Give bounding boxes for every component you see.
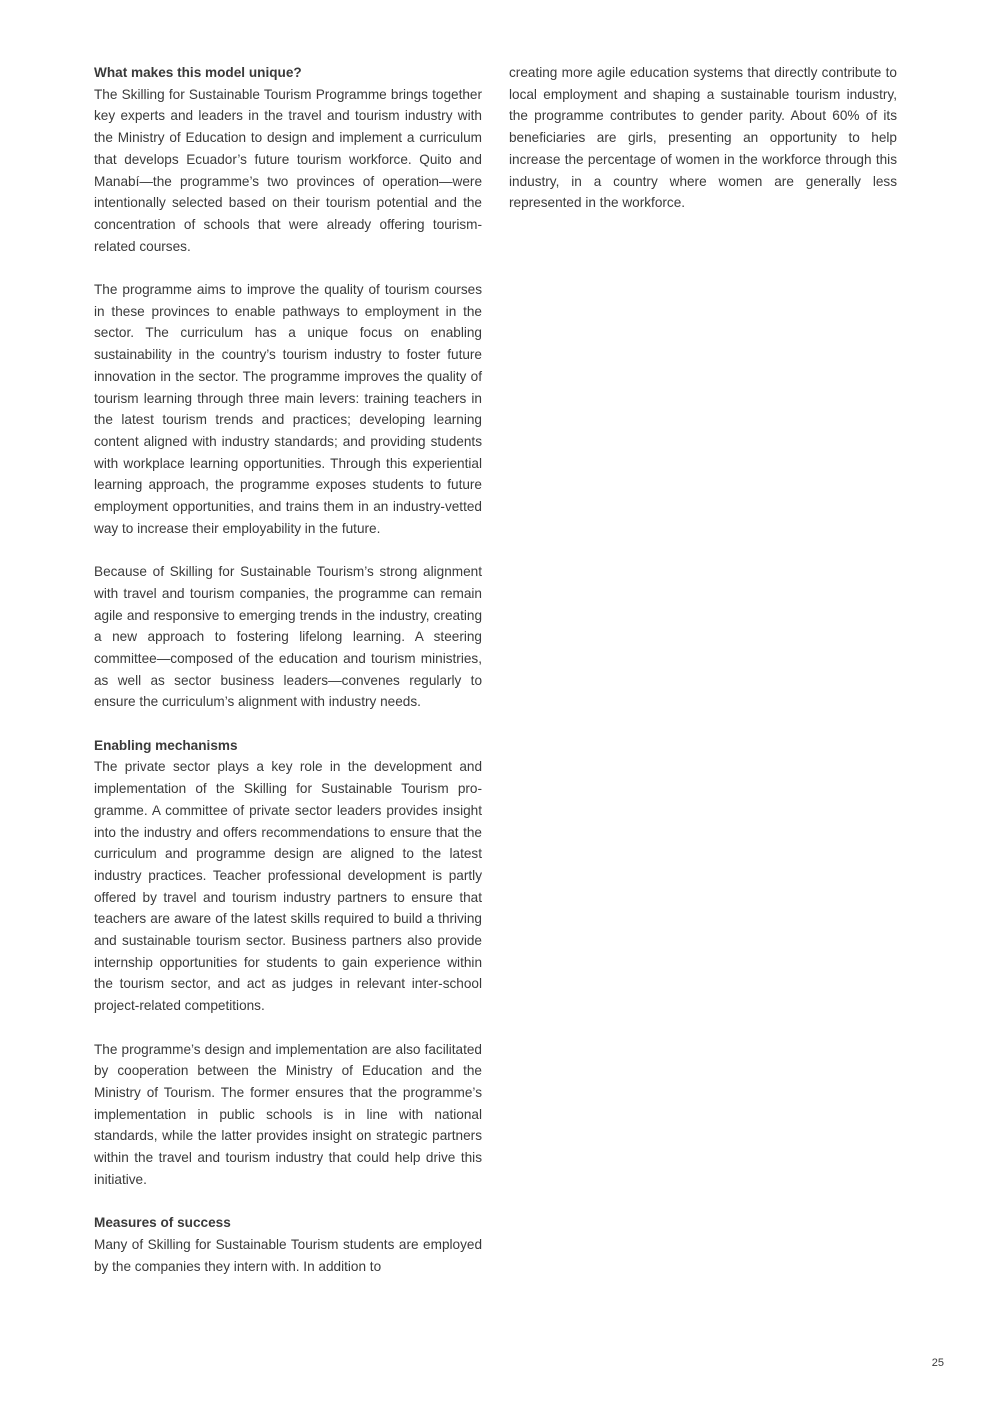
paragraph-programme-overview: The Skilling for Sustainable Tourism Programme brings together key experts and leaders in the travel and tourism industry with the Ministry of Education to design and implement a curriculum that develops Ecuador’s future tourism workforce. Quito and Manabí—the programme’s two provinces of operation—were intentionally selected based on their tourism potential and the concentration of schools that were already offering tourism-related courses. [94, 86, 482, 254]
paragraph-industry-alignment: Because of Skilling for Sustainable Tourism’s strong alignment with travel and tourism companies, the programme can remain agile and responsive to emerging trends in the industry, creating a new approach to fostering lifelong learning. A steering committee—composed of the education and tourism ministries, as well as sector business leaders—convenes regularly to ensure the curriculum’s alignment with industry needs. [94, 564, 482, 710]
right-column [509, 62, 897, 236]
paragraph-programme-aims: The programme aims to improve the quality of tourism courses in these provinces to enable pathways to employment in the sector. The curriculum has a unique focus on enabling sustainability in the country’s tourism industry to foster future innovation in the sector. The programme improves the quality of tourism learning through three main levers: training teachers in the latest tourism trends and practices; developing learning content aligned with industry standards; and providing students with workplace learning opportunities. Through this experiential learning approach, the programme exposes students to future employment opportunities, and trains them in an industry-vetted way to increase their employability in the future. [94, 282, 482, 536]
paragraph-private-sector-role: The private sector plays a key role in the development and implementation of the Skilling for Sustainable Tourism programme. A committee of private sector leaders provides insight into the industry and offers recommendations to ensure that the curriculum and programme design are aligned to the latest industry practices. Teacher professional development is partly offered by travel and tourism industry partners to ensure that teachers are aware of the latest skills required to build a thriving and sustainable tourism sector. Business partners also provide internship opportunities for students to gain experience within the tourism sector, and act as judges in relevant inter-school project-related competitions. [94, 759, 482, 1014]
paragraph-success-continued: creating more agile education systems that directly contribute to local employment and shaping a sustainable tourism industry, the programme contributes to gender parity. About 60% of its beneficiaries are girls, presenting an opportunity to help increase the percentage of women in the workforce through this industry, in a country where women are generally less represented in the workforce. [509, 65, 897, 211]
heading-what-makes-unique: What makes this model unique? [94, 65, 302, 80]
left-column [94, 62, 482, 1277]
paragraph-ministry-cooperation: The programme’s design and implementation are also facilitated by cooperation between the Ministry of Education and the Ministry of Tourism. The former ensures that the programme’s implementation in public schools is in line with national standards, while the latter provides insight on strategic partners within the travel and tourism industry that could help drive this initiative. [94, 1041, 482, 1187]
heading-enabling-mechanisms: Enabling mechanisms [94, 737, 238, 753]
heading-measures-of-success: Measures of success [94, 1215, 231, 1231]
page-number: 25 [931, 1357, 944, 1369]
paragraph-success-start: Many of Skilling for Sustainable Tourism students are employed by the companies they intern with. In addition to [94, 1236, 482, 1274]
